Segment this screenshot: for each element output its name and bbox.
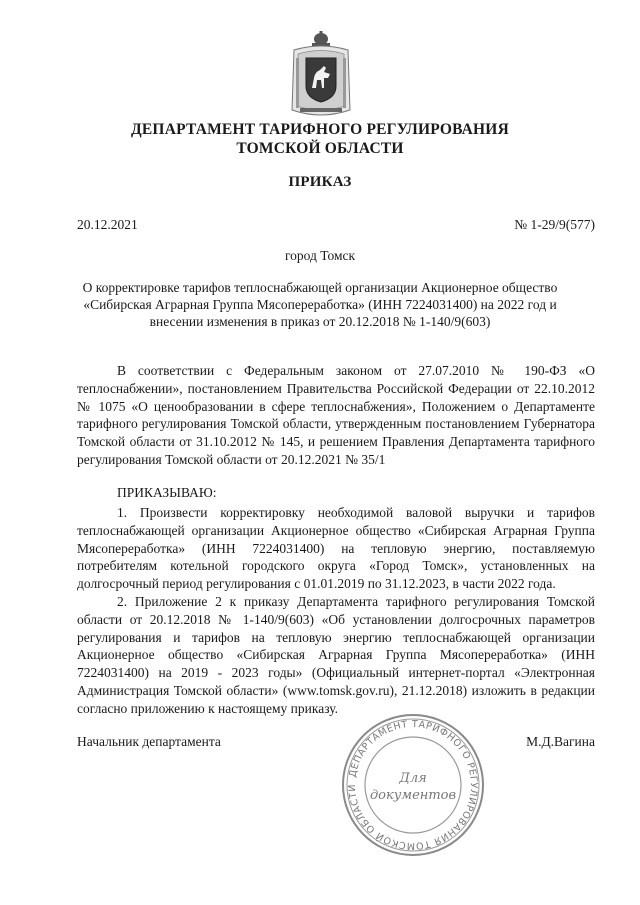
signatory-position: Начальник департамента xyxy=(77,734,221,749)
document-number: № 1-29/9(577) xyxy=(514,217,595,232)
preamble-text: В соответствии с Федеральным законом от 27.07.2010 № 190-ФЗ «О теплоснабжении», постановлением Правительства Российской Федерации от 22.10.2012 № 1075 «О ценообразовании в сфере теплоснабжения», Положением о Департаменте тарифного регулирования Томской области, утвержденным постановлением Губернатора Томской области от 31.10.2012 № 145, и решением Правления Департамента тарифного регулирования Томской области от 20.12.2021 № 35/1 xyxy=(77,363,595,467)
coat-of-arms-icon xyxy=(290,30,352,116)
stamp-center-line2: документов xyxy=(369,788,457,803)
document-date: 20.12.2021 xyxy=(77,217,138,232)
stamp-ring-text: ДЕПАРТАМЕНТ ТАРИФНОГО РЕГУЛИРОВАНИЯ ТОМСКОЙ ОБЛАСТИ xyxy=(346,718,480,852)
order-items xyxy=(77,504,595,718)
official-stamp xyxy=(338,710,488,860)
department-title-line2: ТОМСКОЙ ОБЛАСТИ xyxy=(236,140,404,157)
stamp-center-line1: Для xyxy=(399,771,427,786)
order-item-1: 1. Произвести корректировку необходимой валовой выручки и тарифов теплоснабжающей организации Акционерное общество «Сибирская Аграрная Группа Мясопереработка» (ИНН 7224031400) на тепловую энергию, поставляемую потребителям котельной городского округа «Город Томск», установленных на долгосрочный период регулирования с 01.01.2019 по 31.12.2023, в части 2022 года. xyxy=(77,505,595,592)
preamble xyxy=(77,362,595,469)
signatory-name: М.Д.Вагина xyxy=(526,734,595,749)
department-title-line1: ДЕПАРТАМЕНТ ТАРИФНОГО РЕГУЛИРОВАНИЯ xyxy=(131,121,509,138)
document-subject: О корректировке тарифов теплоснабжающей организации Акционерное общество «Сибирская Аграрная Группа Мясопереработка» (ИНН 7224031400) на 2022 год и внесении изменения в приказ от 20.12.2018 № 1-140/9(603) xyxy=(82,280,558,329)
order-item-2: 2. Приложение 2 к приказу Департамента тарифного регулирования Томской области от 20.12.2018 № 1-140/9(603) «Об установлении долгосрочных параметров регулирования и тарифов на тепловую энергию теплоснабжающей организации Акционерное общество «Сибирская Аграрная Группа Мясопереработка» (ИНН 7224031400) на 2019 - 2023 годы» (Официальный интернет-портал «Электронная Администрация Томской области» (www.tomsk.gov.ru), 21.12.2018) изложить в редакции согласно приложению к настоящему приказу. xyxy=(77,593,595,716)
document-type: ПРИКАЗ xyxy=(288,174,352,190)
document-city: город Томск xyxy=(284,248,356,263)
orders-heading: ПРИКАЗЫВАЮ: xyxy=(117,485,217,500)
